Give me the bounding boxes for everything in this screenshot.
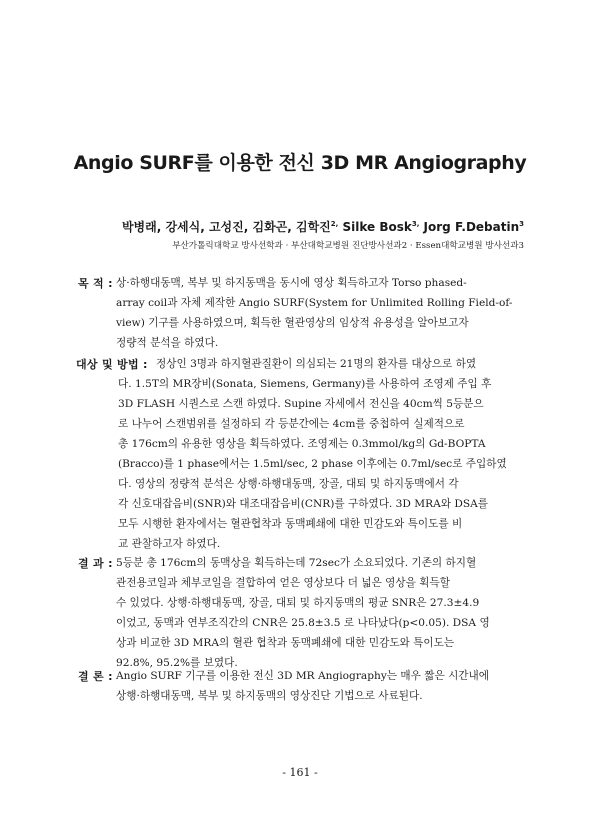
page-number: - 161 - <box>282 766 318 779</box>
method-line: 총 176cm의 유용한 영상을 획득하였다. 조영제는 0.3mmol/kg의 Gd-BOPTA <box>118 438 486 450</box>
conclusion-line: 상행·하행대동맥, 복부 및 하지동맥의 영상진단 기법으로 사료된다. <box>116 690 423 702</box>
purpose-line: 상·하행대동맥, 복부 및 하지동맥을 동시에 영상 획득하고자 Torso phased- <box>116 277 467 289</box>
purpose-line: view) 기구를 사용하였으며, 획득한 혈관영상의 임상적 유용성을 알아보고자 <box>116 317 469 329</box>
results-label: 결 과 : <box>78 557 113 570</box>
method-line: 정상인 3명과 하지혈관질환이 의심되는 21명의 환자를 대상으로 하였 <box>156 358 477 370</box>
method-line: 3D FLASH 시퀀스로 스캔 하였다. Supine 자세에서 전신을 40cm씩 5등분으 <box>118 398 484 410</box>
purpose-label: 목 적 : <box>78 277 113 290</box>
method-line: 모두 시행한 환자에서는 혈관협착과 동맥폐쇄에 대한 민감도와 특이도를 비 <box>118 518 463 530</box>
results-line: 이었고, 동맥과 연부조직간의 CNR은 25.8±3.5 로 나타났다(p<0.05). DSA 영 <box>116 617 490 629</box>
results-line: 관전용코일과 체부코일을 결합하여 얻은 영상보다 더 넓은 영상을 획득할 <box>116 577 450 589</box>
method-line: 각 신호대잡음비(SNR)와 대조대잡음비(CNR)를 구하였다. 3D MRA와 DSA를 <box>118 498 488 510</box>
conclusion-label: 결 론 : <box>78 670 113 683</box>
conclusion-line: Angio SURF 기구를 이용한 전신 3D MR Angiography는 매우 짧은 시간내에 <box>116 670 490 682</box>
method-line: (Bracco)를 1 phase에서는 1.5ml/sec, 2 phase 이후에는 0.7ml/sec로 주입하였 <box>118 458 507 470</box>
results-line: 수 있었다. 상행·하행대동맥, 장골, 대퇴 및 하지동맥의 평균 SNR은 27.3±4.9 <box>116 597 480 609</box>
method-line: 로 나누어 스캔범위를 설정하되 각 등분간에는 4cm를 중첩하여 실제적으로 <box>118 418 465 430</box>
author-list: 박병래, 강세식, 고성진, 김화곤, 김학진$^{2,}$ Silke Bosk$^{3,}$ Jorg F.Debatin$^3$ <box>121 220 524 234</box>
results-line: 92.8%, 95.2%를 보였다. <box>116 657 238 669</box>
purpose-line: 정량적 분석을 하였다. <box>116 337 219 349</box>
results-line: 상과 비교한 3D MRA의 혈관 협착과 동맥폐쇄에 대한 민감도와 특이도는 <box>116 637 455 649</box>
method-label: 대상 및 방법 : <box>76 358 148 371</box>
author-affiliations: 부산가톨릭대학교 방사선학과 · 부산대학교병원 진단방사선과2 · Essen대학교병원 방사선과3 <box>172 241 524 251</box>
method-line: 다. 영상의 정량적 분석은 상행·하행대동맥, 장골, 대퇴 및 하지동맥에서 각 <box>118 478 459 490</box>
results-line: 5등분 총 176cm의 동맥상을 획득하는데 72sec가 소요되었다. 기존의 하지혈 <box>116 557 477 569</box>
method-line: 교 관찰하고자 하였다. <box>118 538 221 550</box>
purpose-line: array coil과 자체 제작한 Angio SURF(System for Unlimited Rolling Field-of- <box>116 297 513 309</box>
paper-title: Angio SURF를 이용한 전신 3D MR Angiography <box>73 152 527 174</box>
method-line: 다. 1.5T의 MR장비(Sonata, Siemens, Germany)를 사용하여 조영제 주입 후 <box>118 378 492 390</box>
